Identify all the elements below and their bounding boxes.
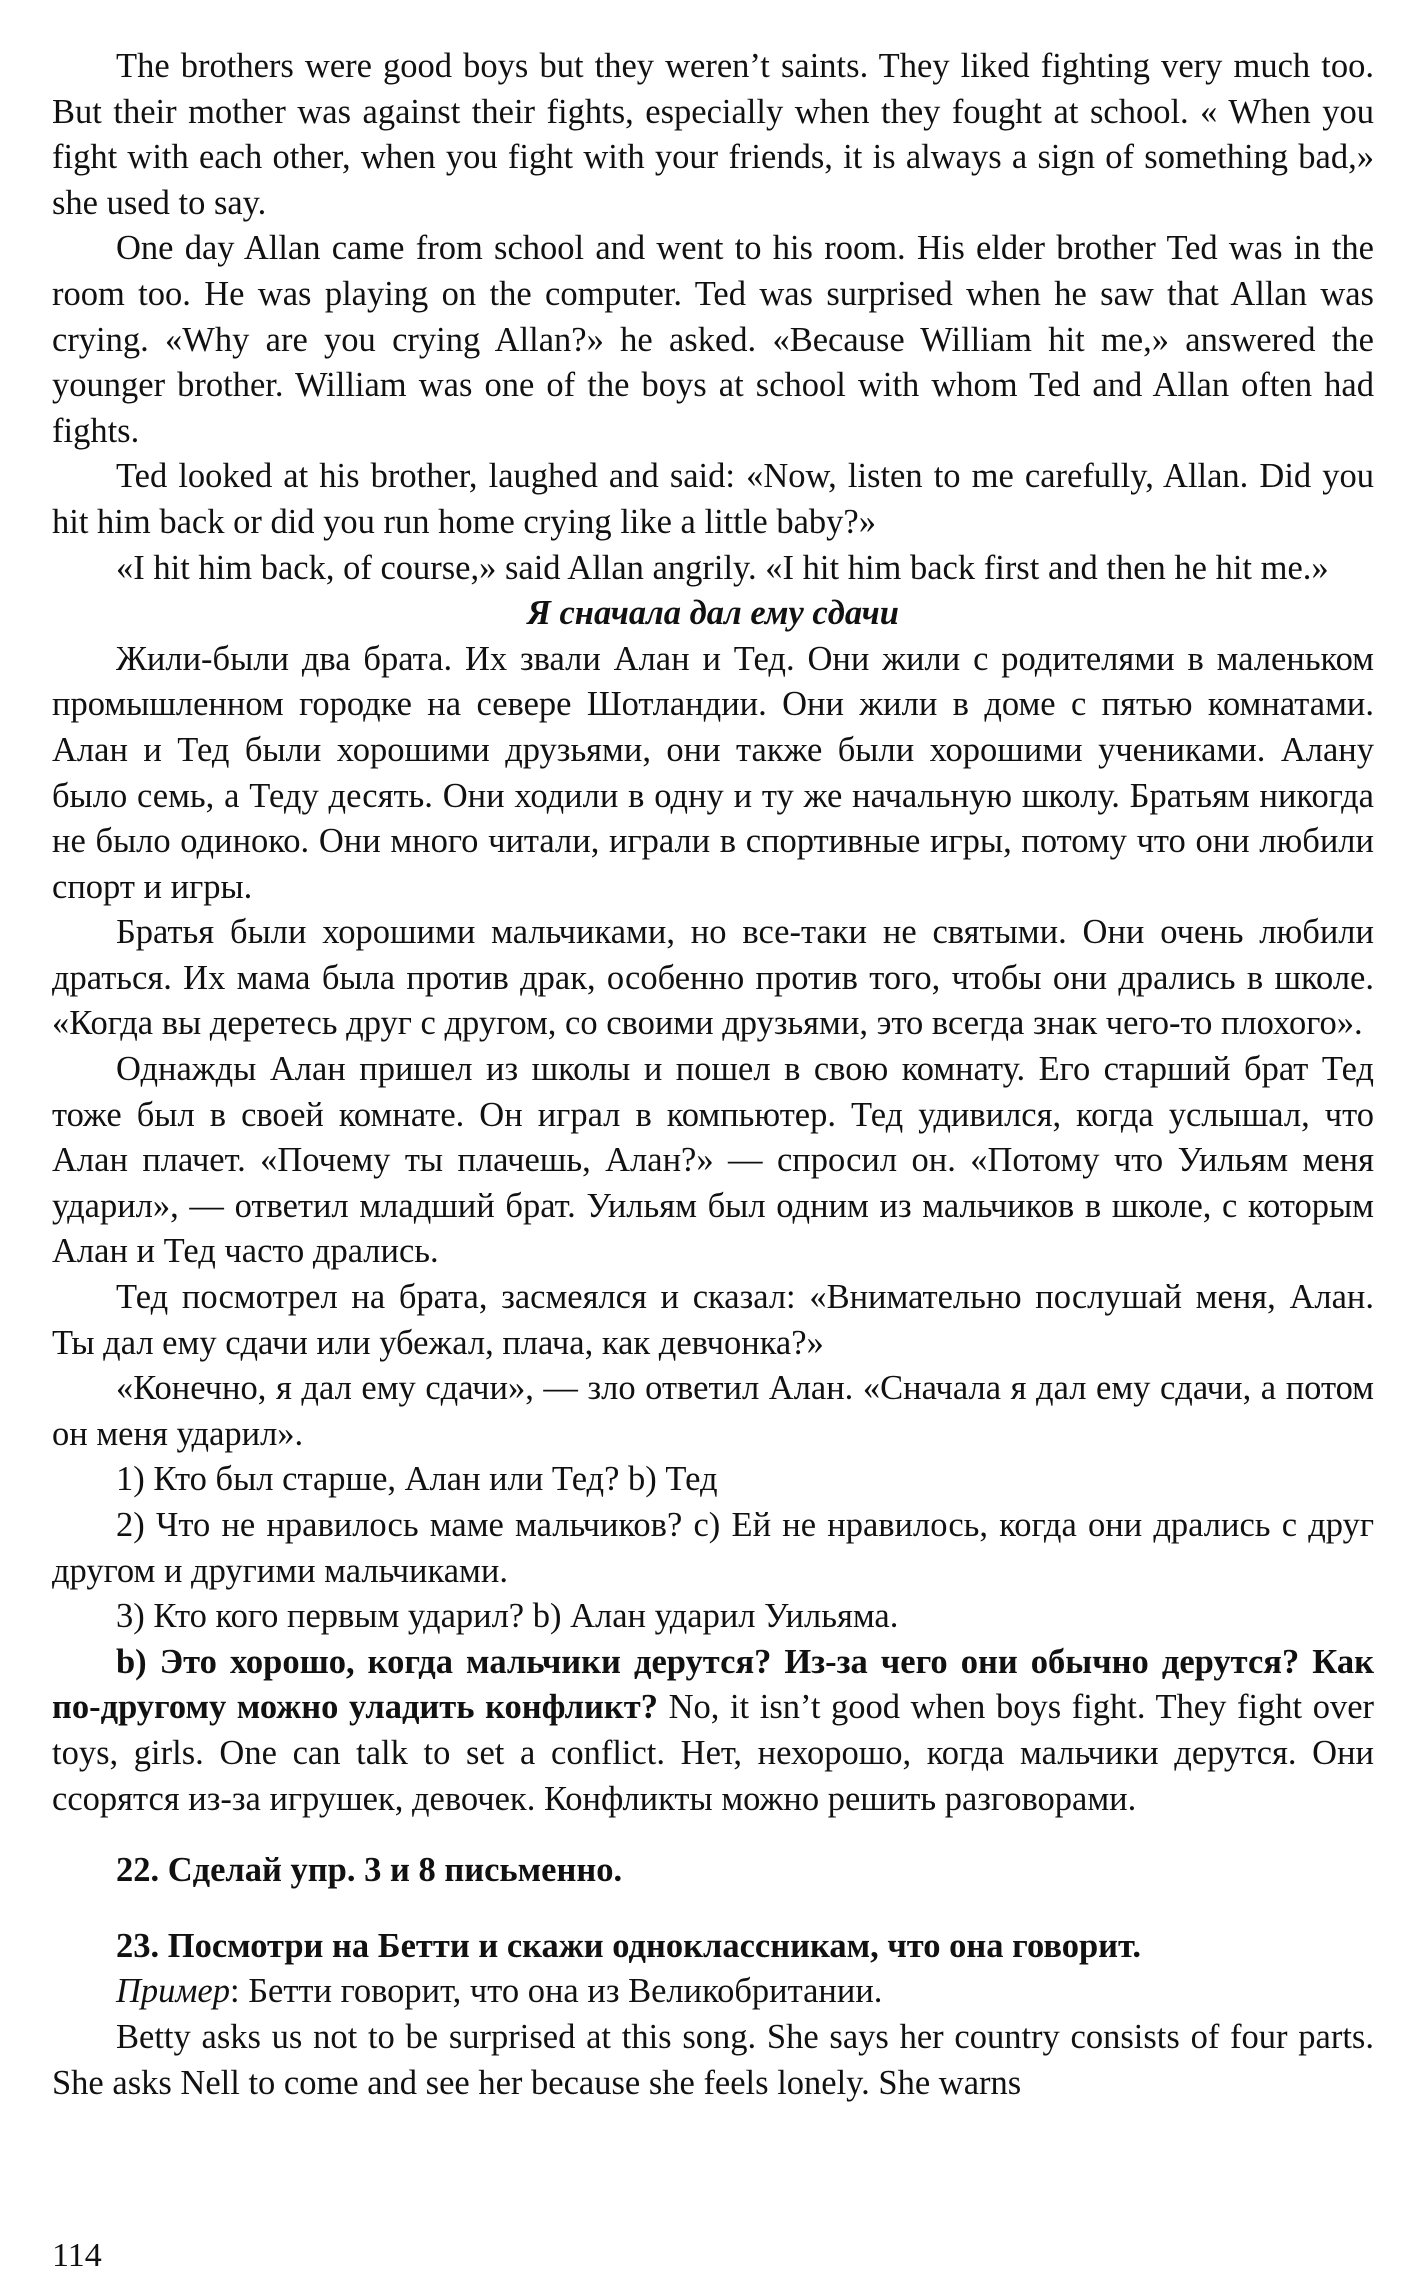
- english-paragraph-1: The brothers were good boys but they weren’t saints. They liked fighting very much too. But their mother was against their fights, especially when they fought at school. « When you fight with each other, when you fight with your friends, it is always a sign of something bad,» she used to say.: [52, 47, 1374, 222]
- task-22-text: 22. Сделай упр. 3 и 8 письменно.: [116, 1851, 623, 1890]
- english-paragraph-3: Ted looked at his brother, laughed and said: «Now, listen to me carefully, Allan. Did you hit him back or did you run home crying like a little baby?»: [52, 457, 1374, 541]
- russian-story-title: Я сначала дал ему сдачи: [527, 594, 899, 633]
- example-text: : Бетти говорит, что она из Великобритании.: [230, 1972, 883, 2011]
- english-paragraph-2: One day Allan came from school and went to his room. His elder brother Ted was in the room too. He was playing on the computer. Ted was surprised when he saw that Allan was crying. «Why are you crying Allan?» he asked. «Because William hit me,» answered the younger brother. William was one of the boys at school with whom Ted and Allan often had fights.: [52, 229, 1374, 450]
- answer-2: 2) Что не нравилось маме мальчиков? c) Ей не нравилось, когда они дрались с друг другом и другими мальчиками.: [52, 1506, 1374, 1590]
- russian-paragraph-2: Братья были хорошими мальчиками, но все-таки не святыми. Они очень любили драться. Их мама была против драк, особенно против того, чтобы они дрались в школе. «Когда вы деретесь друг с другом, со своими друзьями, это всегда знак чего-то плохого».: [52, 913, 1374, 1043]
- task-23-text: Betty asks us not to be surprised at this song. She says her country consists of four parts. She asks Nell to come and see her because she feels lonely. She warns: [52, 2017, 1374, 2102]
- answer-1: 1) Кто был старше, Алан или Тед? b) Тед: [116, 1460, 718, 1499]
- russian-paragraph-5: «Конечно, я дал ему сдачи», — зло ответил Алан. «Сначала я дал ему сдачи, а потом он меня ударил».: [52, 1369, 1374, 1453]
- task-22-title: [52, 1848, 1374, 1894]
- english-paragraph-4: «I hit him back, of course,» said Allan angrily. «I hit him back first and then he hit me.»: [116, 548, 1329, 587]
- example-label: Пример: [116, 1972, 230, 2011]
- task-23-heading: 23. Посмотри на Бетти и скажи одноклассникам, что она говорит.: [116, 1926, 1142, 1965]
- page-number: 114: [52, 2237, 102, 2274]
- answer-3: 3) Кто кого первым ударил? b) Алан ударил Уильяма.: [116, 1597, 899, 1636]
- task-23-title: [52, 1924, 1374, 1970]
- russian-paragraph-1: Жили-были два брата. Их звали Алан и Тед. Они жили с родителями в маленьком промышленном городке на севере Шотландии. Они жили в доме с пятью комнатами. Алан и Тед были хорошими друзьями, они также были хорошими учениками. Алану было семь, а Теду десять. Они ходили в одну и ту же начальную школу. Братьям никогда не было одиноко. Они много читали, играли в спортивные игры, потому что они любили спорт и игры.: [52, 639, 1374, 906]
- discussion-answer: No, it isn’t good when boys fight. They fight over toys, girls. One can talk to set a conflict. Нет, нехорошо, когда мальчики дерутся. Они ссорятся из-за игрушек, девочек. Конфликты можно решить разговорами.: [52, 1688, 1375, 1818]
- page-content: [52, 44, 1374, 2106]
- discussion-question: b) Это хорошо, когда мальчики дерутся? Из-за чего они обычно дерутся? Как по-другому можно уладить конфликт?: [52, 1642, 1374, 1727]
- russian-paragraph-4: Тед посмотрел на брата, засмеялся и сказал: «Внимательно послушай меня, Алан. Ты дал ему сдачи или убежал, плача, как девчонка?»: [52, 1278, 1374, 1362]
- russian-paragraph-3: Однажды Алан пришел из школы и пошел в свою комнату. Его старший брат Тед тоже был в своей комнате. Он играл в компьютер. Тед удивился, когда услышал, что Алан плачет. «Почему ты плачешь, Алан?» — спросил он. «Потому что Уильям меня ударил», — ответил младший брат. Уильям был одним из мальчиков в школе, с которым Алан и Тед часто дрались.: [52, 1050, 1374, 1271]
- task-23-example: [52, 1969, 1374, 2015]
- discussion-paragraph: [52, 1640, 1374, 1822]
